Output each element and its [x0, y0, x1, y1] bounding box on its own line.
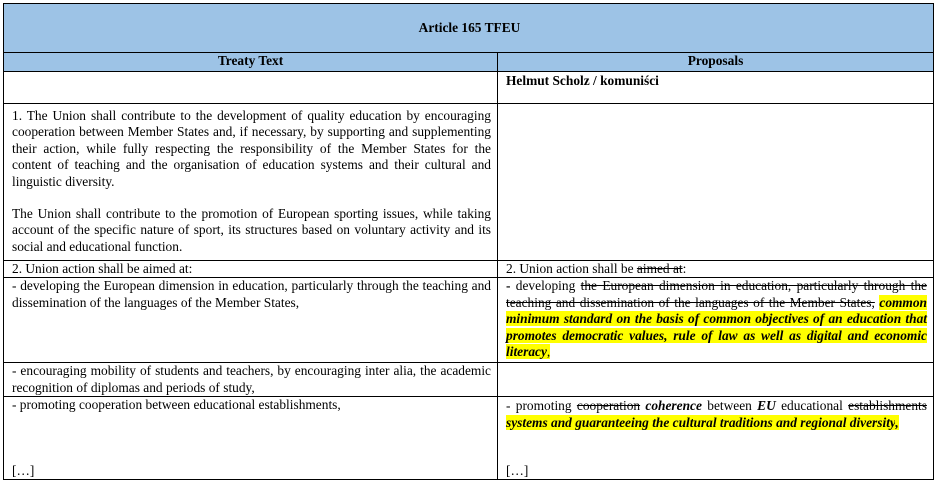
proposal-point-2-text: 2. Union action shall be [506, 261, 637, 276]
treaty-point-2: 2. Union action shall be aimed at: [4, 261, 498, 278]
table-title: Article 165 TFEU [4, 4, 934, 53]
proposal-author: Helmut Scholz / komuniści [506, 73, 659, 88]
header-treaty-text: Treaty Text [4, 53, 498, 72]
comparison-table [3, 3, 934, 480]
treaty-ellipsis: […] [12, 462, 35, 478]
header-proposals: Proposals [498, 53, 934, 72]
treaty-paragraph-1-cell [4, 104, 498, 261]
proposal-bullet-dimension [498, 278, 934, 363]
inserted-highlighted-text: common minimum standard on the basis of common objectives of an education that promotes democratic values, rule of law as well as digital and economic literacy [506, 294, 927, 360]
kept-text: - promoting [506, 398, 577, 414]
bullet-dash: - [506, 278, 516, 294]
treaty-bullet-cooperation-text: - promoting cooperation between educational establishments, [12, 397, 341, 413]
treaty-paragraph-1: 1. The Union shall contribute to the development of quality education by encouraging cooperation between Member States and, if necessary, by supporting and supplementing their action, while fully respecting the responsibility of the Member States for the content of teaching and the organisation of education systems and their cultural and linguistic diversity. [12, 108, 491, 189]
table-row [4, 397, 934, 480]
table-row [4, 104, 934, 261]
proposal-point-2-colon: : [682, 261, 687, 276]
inserted-text: EU [757, 398, 776, 414]
inserted-text: coherence [645, 398, 702, 414]
kept-text: educational [775, 398, 849, 414]
proposal-bullet-coherence [498, 397, 934, 480]
treaty-bullet-dimension: - developing the European dimension in education, particularly through the teaching and dissemination of the languages of the Member States, [4, 278, 498, 363]
header-row [4, 53, 934, 72]
inserted-highlighted-text: systems and guaranteeing the cultural traditions and regional diversity [506, 414, 896, 430]
title-row [4, 4, 934, 53]
author-left-cell [4, 72, 498, 104]
deleted-text: cooperation [576, 398, 641, 414]
deleted-text: aimed at [636, 261, 683, 276]
kept-text: developing [515, 278, 581, 294]
kept-text: between [701, 398, 758, 414]
treaty-bullet-mobility: - encouraging mobility of students and teachers, by encouraging inter alia, the academic recognition of diplomas and periods of study, [4, 363, 498, 397]
author-cell [498, 72, 934, 104]
table-row [4, 278, 934, 363]
deleted-text: the European dimension in education, particularly through the teaching and dissemination of the languages of the Member States, [506, 278, 927, 310]
proposal-point-2 [498, 261, 934, 278]
proposal-mobility-empty-cell [498, 363, 934, 397]
highlighted-comma: , [546, 344, 551, 360]
treaty-paragraph-sport: The Union shall contribute to the promotion of European sporting issues, while taking account of the specific nature of sport, its structures based on voluntary activity and its social and educational function. [12, 206, 491, 254]
table-row [4, 261, 934, 278]
proposal-empty-cell [498, 104, 934, 261]
treaty-bullet-cooperation [4, 397, 498, 480]
proposal-ellipsis: […] [506, 462, 529, 478]
deleted-text: establishments [848, 398, 927, 414]
table-row [4, 363, 934, 397]
highlighted-comma: , [895, 414, 899, 430]
author-row [4, 72, 934, 104]
